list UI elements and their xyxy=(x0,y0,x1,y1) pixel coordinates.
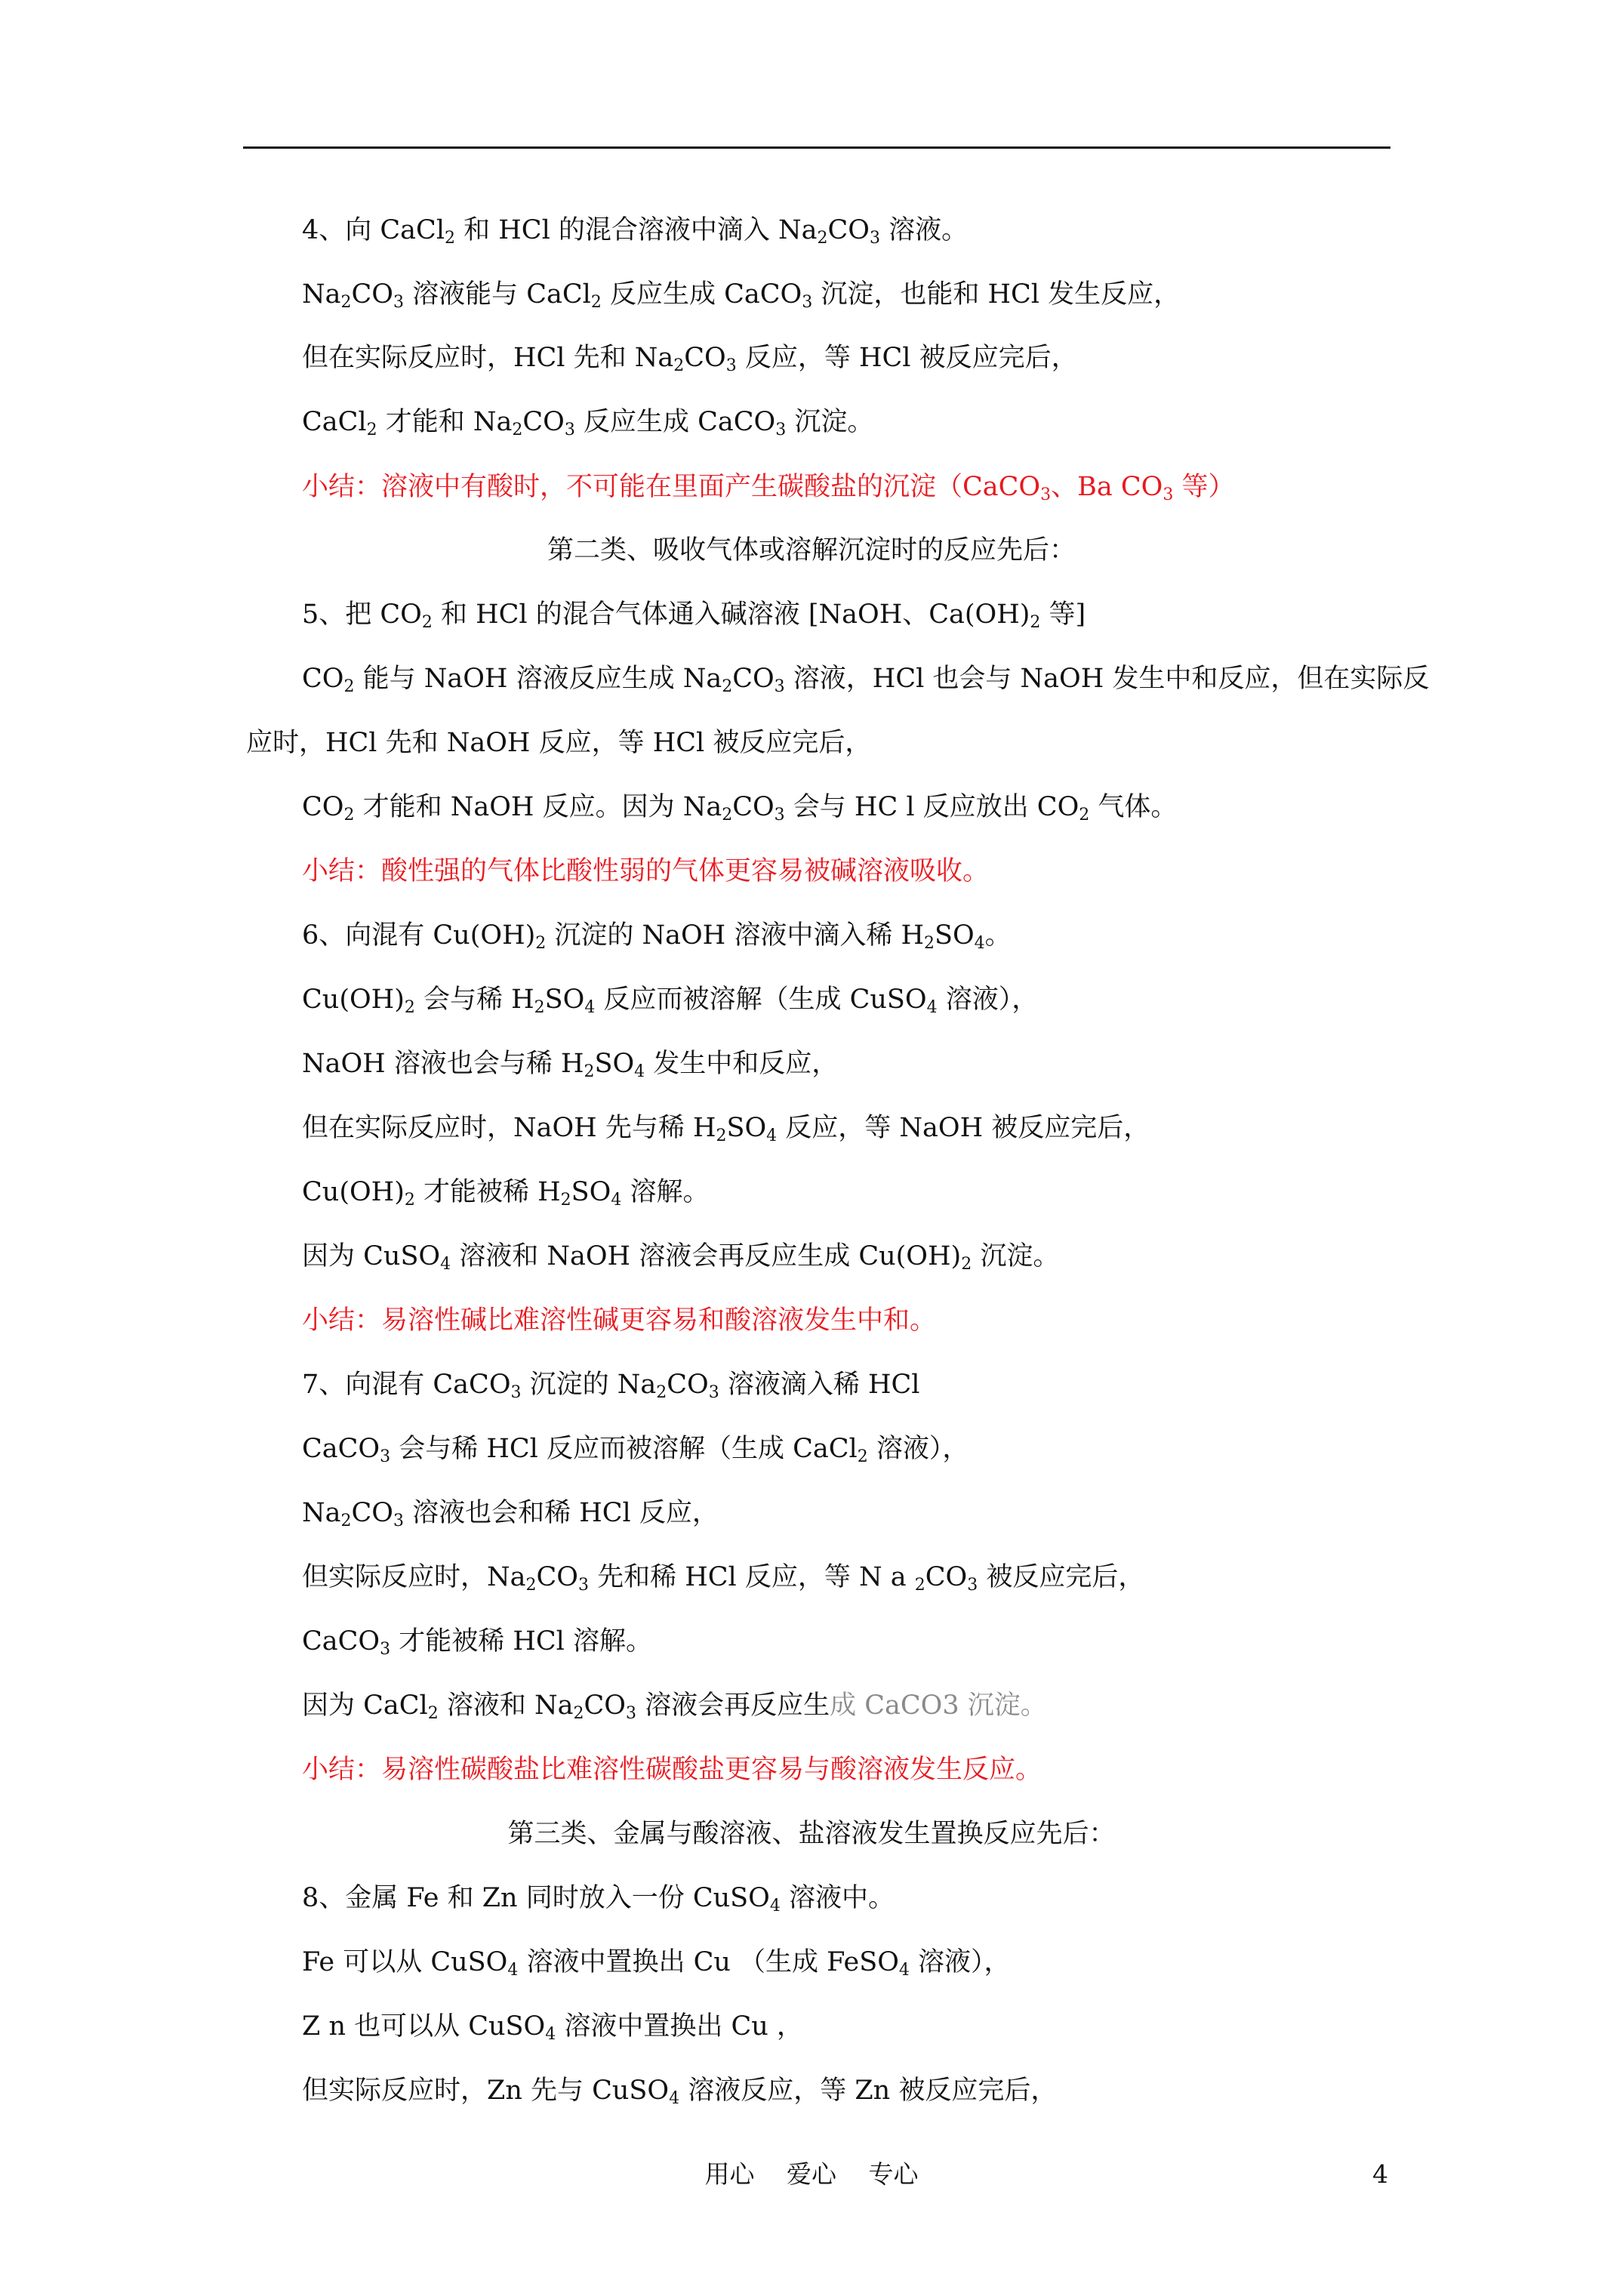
q7-line-1: CaCO$_3$ 会与稀 HCl 反应而被溶解（生成 CaCl$_2$ 溶液）， xyxy=(302,1434,969,1466)
q6-line-1: $Cu(OH)_2$ 会与稀 $H_2SO_4$ 反应而被溶解（生成 CuSO$_4$ 溶液）， xyxy=(302,985,1039,1017)
header-rule xyxy=(243,146,1390,149)
q4-line-1: $Na_2CO_3$ 溶液能与 CaCl$_2$ 反应生成 CaCO$_3$ 沉淀，也能和 HCl 发生反应， xyxy=(302,279,1181,312)
summary-1: 小结：溶液中有酸时，不可能在里面产生碳酸盐的沉淀（CaCO$_3$、Ba $CO_3$ 等） xyxy=(302,472,1235,504)
footer-word-3: 专心 xyxy=(868,2159,919,2189)
q8-line-1: Fe 可以从 CuSO$_4$ 溶液中置换出 Cu （生成 FeSO$_4$ 溶液）， xyxy=(302,1947,1011,1980)
footer-word-1: 用心 xyxy=(704,2159,755,2189)
summary-3: 小结：易溶性碱比难溶性碱更容易和酸溶液发生中和。 xyxy=(302,1305,937,1336)
q7-line-2: $Na_2CO_3$ 溶液也会和稀 HCl 反应， xyxy=(302,1498,719,1530)
q5-line-3: $CO_2$ 才能和 NaOH 反应。因为 $Na_2CO_3$ 会与 HC l 反应放出 $CO_2$ 气体。 xyxy=(302,792,1178,824)
q7-title: 7、向混有 CaCO$_3$ 沉淀的 $Na_2CO_3$ 溶液滴入稀 HCl xyxy=(302,1370,920,1402)
q6-line-2: NaOH 溶液也会与稀 $H_2SO_4$ 发生中和反应， xyxy=(302,1049,839,1081)
q6-line-3: 但在实际反应时，NaOH 先与稀 $H_2SO_4$ 反应，等 NaOH 被反应完后， xyxy=(302,1113,1150,1145)
section-2-heading: 第二类、吸收气体或溶解沉淀时的反应先后： xyxy=(547,535,1076,566)
q7-line-5: 因为 CaCl$_2$ 溶液和 $Na_2CO_3$ 溶液会再反应生成 CaCO3 沉淀。 xyxy=(302,1690,1047,1723)
q6-line-4: $Cu(OH)_2$ 才能被稀 $H_2SO_4$ 溶解。 xyxy=(302,1177,710,1210)
q7-line-3: 但实际反应时，$Na_2CO_3$ 先和稀 HCl 反应，等 N a $_2CO_3$ 被反应完后， xyxy=(302,1562,1145,1595)
summary-4: 小结：易溶性碳酸盐比难溶性碳酸盐更容易与酸溶液发生反应。 xyxy=(302,1755,1042,1785)
q7-line-4: CaCO$_3$ 才能被稀 HCl 溶解。 xyxy=(302,1626,652,1659)
q4-title: 4、向 CaCl$_2$ 和 HCl 的混合溶液中滴入 $Na_2CO_3$ 溶液。 xyxy=(302,215,969,248)
q8-line-3: 但实际反应时，Zn 先与 CuSO$_4$ 溶液反应，等 Zn 被反应完后， xyxy=(302,2076,1058,2108)
q6-line-5: 因为 CuSO$_4$ 溶液和 NaOH 溶液会再反应生成 $Cu(OH)_2$ 沉淀。 xyxy=(302,1241,1060,1274)
summary-2: 小结：酸性强的气体比酸性弱的气体更容易被碱溶液吸收。 xyxy=(302,856,990,886)
q5-line-1: $CO_2$ 能与 NaOH 溶液反应生成 $Na_2CO_3$ 溶液，HCl 也会与 NaOH 发生中和反应，但在实际反 xyxy=(302,664,1430,696)
q4-line-2: 但在实际反应时，HCl 先和 $Na_2CO_3$ 反应，等 HCl 被反应完后， xyxy=(302,343,1078,375)
q4-line-3: CaCl$_2$ 才能和 $Na_2CO_3$ 反应生成 CaCO$_3$ 沉淀。 xyxy=(302,407,874,439)
section-3-heading: 第三类、金属与酸溶液、盐溶液发生置换反应先后： xyxy=(507,1819,1116,1849)
q5-line-2: 应时，HCl 先和 NaOH 反应，等 HCl 被反应完后， xyxy=(246,728,872,758)
q8-line-2: Z n 也可以从 CuSO$_4$ 溶液中置换出 Cu ， xyxy=(302,2011,803,2044)
q6-title: 6、向混有 $Cu(OH)_2$ 沉淀的 NaOH 溶液中滴入稀 $H_2SO_4$。 xyxy=(302,920,1012,953)
q8-title: 8、金属 Fe 和 Zn 同时放入一份 CuSO$_4$ 溶液中。 xyxy=(302,1883,895,1915)
footer-word-2: 爱心 xyxy=(787,2159,836,2189)
q5-title: 5、把 $CO_2$ 和 HCl 的混合气体通入碱溶液 [NaOH、$Ca(OH)_2$ 等] xyxy=(302,599,1086,632)
page-number: 4 xyxy=(1372,2159,1388,2189)
